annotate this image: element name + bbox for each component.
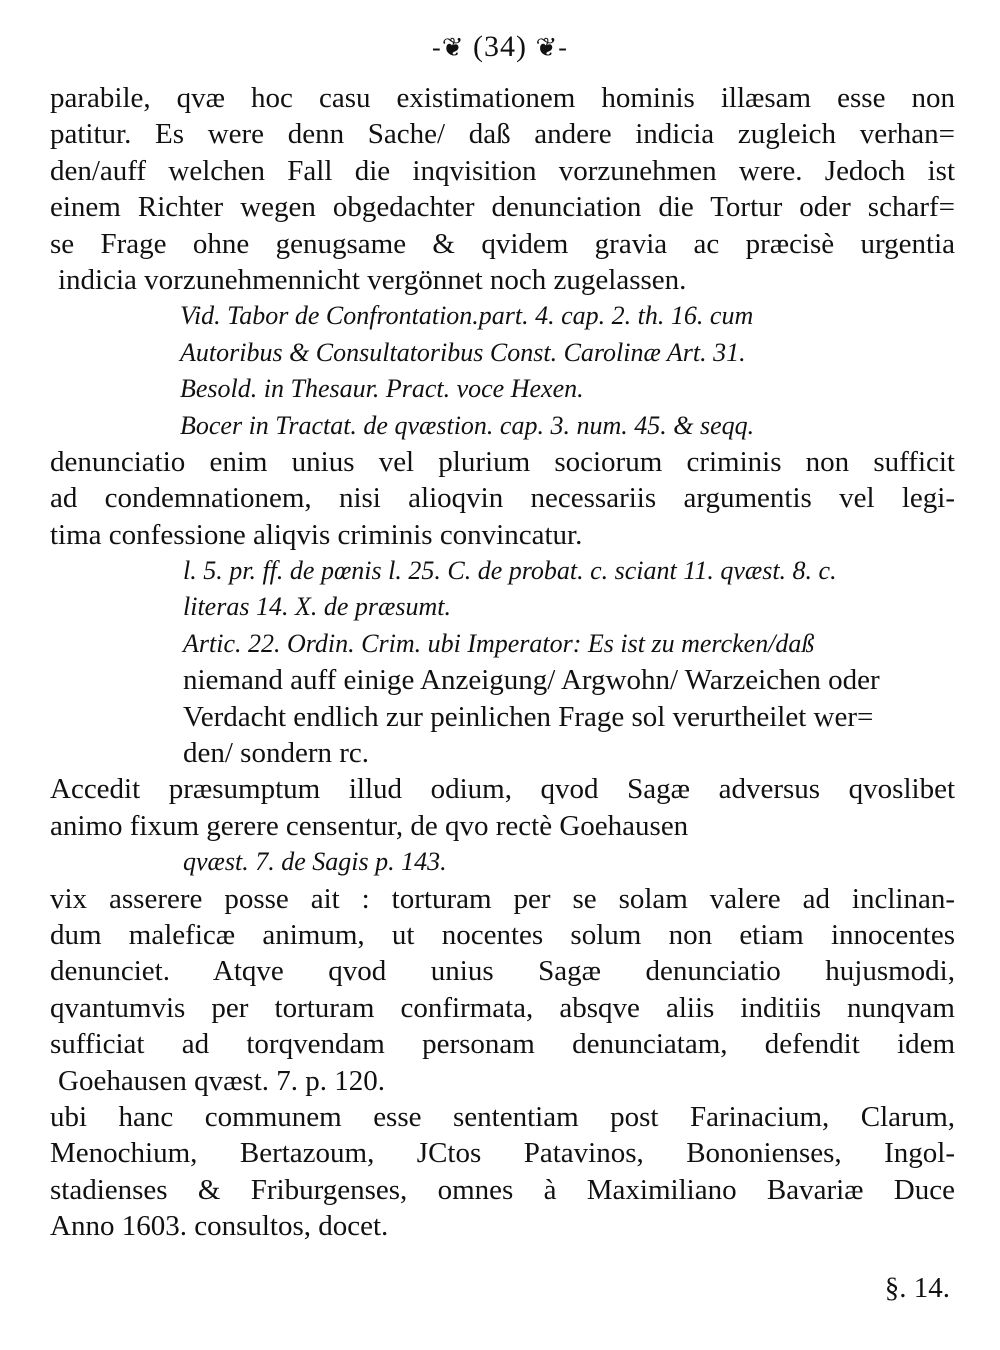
citation-line: literas 14. X. de præsumt.	[183, 592, 451, 622]
text-line: vix asserere posse ait : torturam per se solam valere ad inclinan-	[50, 882, 955, 915]
text-line: ad condemnationem, nisi alioqvin necessariis argumentis vel legi-	[50, 482, 955, 515]
citation-line: qvæst. 7. de Sagis p. 143.	[183, 847, 447, 877]
citation-line: l. 5. pr. ff. de pœnis l. 25. C. de probat. c. sciant 11. qvæst. 8. c.	[183, 556, 837, 586]
text-line: dum maleficæ animum, ut nocentes solum non etiam innocentes	[50, 918, 955, 951]
ornament-left-icon: -❦	[432, 33, 465, 62]
citation-line: Besold. in Thesaur. Pract. voce Hexen.	[180, 374, 584, 404]
text-line: qvantumvis per torturam confirmata, absqve aliis inditiis nunqvam	[50, 991, 955, 1024]
text-line: den/auff welchen Fall die inqvisition vorzunehmen were. Jedoch ist	[50, 154, 955, 187]
page-header	[0, 30, 1000, 64]
text-line: Verdacht endlich zur peinlichen Frage sol verurtheilet wer=	[183, 700, 874, 733]
catchword: §. 14.	[884, 1272, 950, 1304]
text-line: den/ sondern rc.	[183, 737, 370, 770]
text-line: tima confessione aliqvis criminis convincatur.	[50, 518, 583, 551]
body-text	[50, 80, 955, 1245]
text-line: einem Richter wegen obgedachter denunciation die Tortur oder scharf=	[50, 191, 955, 224]
text-line: animo fixum gerere censentur, de qvo rectè Goehausen	[50, 809, 689, 842]
text-line: indicia vorzunehmennicht vergönnet noch zugelassen.	[58, 263, 687, 296]
text-line: sufficiat ad torqvendam personam denunciatam, defendit idem	[50, 1028, 955, 1061]
text-line: parabile, qvæ hoc casu existimationem hominis illæsam esse non	[50, 82, 955, 114]
citation-line: Vid. Tabor de Confrontation.part. 4. cap. 2. th. 16. cum	[180, 301, 754, 331]
text-line: denunciatio enim unius vel plurium sociorum criminis non sufficit	[50, 445, 955, 478]
text-line: patitur. Es were denn Sache/ daß andere indicia zugleich verhan=	[50, 118, 955, 151]
text-line: Accedit præsumptum illud odium, qvod Sagæ adversus qvoslibet	[50, 773, 955, 806]
text-line: denunciet. Atqve qvod unius Sagæ denunciatio hujusmodi,	[50, 955, 955, 988]
text-line: se Frage ohne genugsame & qvidem gravia ac præcisè urgentia	[50, 227, 955, 260]
ornament-right-icon: ❦-	[535, 33, 568, 62]
citation-line: Artic. 22. Ordin. Crim. ubi Imperator: Es ist zu mercken/daß	[183, 628, 815, 658]
text-line: niemand auff einige Anzeigung/ Argwohn/ Warzeichen oder	[183, 664, 880, 697]
text-line: stadienses & Friburgenses, omnes à Maximiliano Bavariæ Duce	[50, 1173, 955, 1206]
text-line: Menochium, Bertazoum, JCtos Patavinos, Bononienses, Ingol-	[50, 1137, 955, 1170]
page-number: (34)	[473, 30, 527, 63]
citation-line: Autoribus & Consultatoribus Const. Carolinæ Art. 31.	[180, 337, 746, 367]
citation-line: Bocer in Tractat. de qvæstion. cap. 3. num. 45. & seqq.	[180, 410, 755, 440]
text-line: ubi hanc communem esse sententiam post Farinacium, Clarum,	[50, 1100, 955, 1133]
text-line: Goehausen qvæst. 7. p. 120.	[58, 1064, 386, 1097]
text-line: Anno 1603. consultos, docet.	[50, 1210, 389, 1243]
